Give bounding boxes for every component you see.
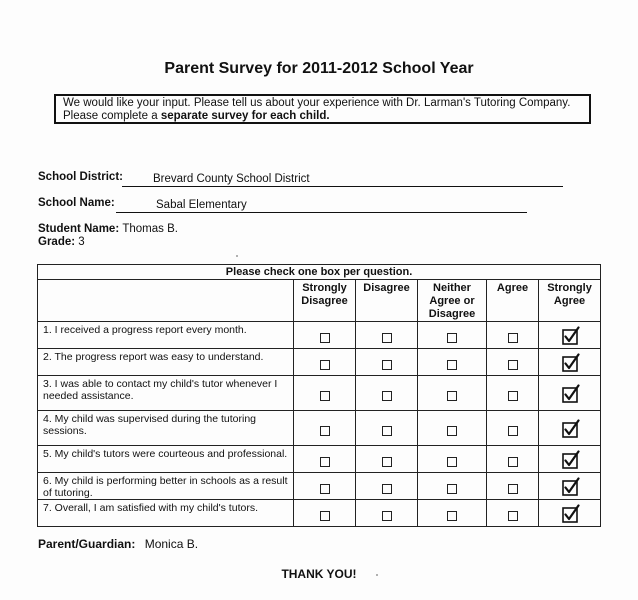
checkbox[interactable] xyxy=(508,391,518,401)
answer-cell-agree xyxy=(487,500,539,527)
answer-cell-strongly-disagree xyxy=(294,376,356,411)
table-row xyxy=(38,473,601,500)
grade-label: Grade: xyxy=(38,236,76,248)
question-text: 3. I was able to contact my child's tutor whenever I needed assistance. xyxy=(38,376,294,411)
answer-cell-neither xyxy=(418,376,487,411)
answer-cell-neither xyxy=(418,473,487,500)
question-text: 7. Overall, I am satisfied with my child's tutors. xyxy=(38,500,294,527)
checkbox[interactable] xyxy=(508,457,518,467)
answer-cell-disagree xyxy=(356,376,418,411)
answer-cell-disagree xyxy=(356,446,418,473)
checkbox[interactable] xyxy=(320,360,330,370)
checkbox[interactable] xyxy=(508,511,518,521)
answer-cell-strongly-agree xyxy=(539,376,601,411)
checkbox[interactable] xyxy=(320,391,330,401)
answer-cell-strongly-disagree xyxy=(294,349,356,376)
question-text: 2. The progress report was easy to understand. xyxy=(38,349,294,376)
table-row xyxy=(38,349,601,376)
answer-cell-agree xyxy=(487,322,539,349)
column-header-agree: Agree xyxy=(487,280,539,322)
checkbox[interactable] xyxy=(508,484,518,494)
checkbox[interactable] xyxy=(382,484,392,494)
answer-cell-neither xyxy=(418,411,487,446)
checkbox[interactable] xyxy=(447,333,457,343)
question-text: 5. My child's tutors were courteous and professional. xyxy=(38,446,294,473)
table-row xyxy=(38,446,601,473)
checkbox[interactable] xyxy=(447,511,457,521)
question-text: 4. My child was supervised during the tutoring sessions. xyxy=(38,411,294,446)
answer-cell-strongly-agree xyxy=(539,349,601,376)
scan-speck xyxy=(236,255,238,257)
answer-cell-strongly-agree xyxy=(539,322,601,349)
checkbox[interactable] xyxy=(508,426,518,436)
checkbox[interactable] xyxy=(447,426,457,436)
answer-cell-neither xyxy=(418,322,487,349)
answer-cell-strongly-disagree xyxy=(294,473,356,500)
checkmark-icon[interactable] xyxy=(562,480,578,496)
table-row xyxy=(38,500,601,527)
checkbox[interactable] xyxy=(382,360,392,370)
guardian-value: Monica B. xyxy=(144,537,199,551)
checkbox[interactable] xyxy=(447,457,457,467)
answer-cell-disagree xyxy=(356,322,418,349)
answer-cell-agree xyxy=(487,473,539,500)
checkbox[interactable] xyxy=(508,333,518,343)
answer-cell-agree xyxy=(487,411,539,446)
guardian-label: Parent/Guardian: xyxy=(38,537,136,551)
answer-cell-disagree xyxy=(356,473,418,500)
answer-cell-strongly-disagree xyxy=(294,322,356,349)
school-district-value: Brevard County School District xyxy=(122,172,563,187)
checkbox[interactable] xyxy=(508,360,518,370)
guardian-row xyxy=(38,537,198,551)
checkmark-icon[interactable] xyxy=(562,453,578,469)
answer-cell-disagree xyxy=(356,349,418,376)
checkbox[interactable] xyxy=(447,360,457,370)
answer-cell-strongly-agree xyxy=(539,446,601,473)
school-name-value: Sabal Elementary xyxy=(116,198,527,213)
question-text: 6. My child is performing better in schools as a result of tutoring. xyxy=(38,473,294,500)
grade-row xyxy=(38,236,85,248)
intro-line-1: We would like your input. Please tell us about your experience with Dr. Larman's Tutoring Company. xyxy=(63,97,571,109)
column-header-disagree: Disagree xyxy=(356,280,418,322)
thank-you: THANK YOU! xyxy=(281,567,357,581)
student-name-value: Thomas B. xyxy=(122,223,178,235)
answer-cell-strongly-agree xyxy=(539,473,601,500)
checkbox[interactable] xyxy=(382,391,392,401)
answer-cell-neither xyxy=(418,446,487,473)
checkmark-icon[interactable] xyxy=(562,387,578,403)
answer-cell-strongly-agree xyxy=(539,411,601,446)
table-row xyxy=(38,376,601,411)
table-instruction: Please check one box per question. xyxy=(38,265,601,280)
checkmark-icon[interactable] xyxy=(562,507,578,523)
checkbox[interactable] xyxy=(320,426,330,436)
answer-cell-strongly-disagree xyxy=(294,411,356,446)
checkbox[interactable] xyxy=(320,484,330,494)
scan-speck xyxy=(376,574,378,576)
answer-cell-agree xyxy=(487,349,539,376)
answer-cell-agree xyxy=(487,376,539,411)
column-header-strongly-agree: Strongly Agree xyxy=(539,280,601,322)
checkbox[interactable] xyxy=(382,511,392,521)
survey-body xyxy=(38,322,601,527)
survey-table xyxy=(37,264,601,527)
question-column-header xyxy=(38,280,294,322)
school-district-label: School District: xyxy=(38,171,123,183)
checkbox[interactable] xyxy=(382,333,392,343)
answer-cell-disagree xyxy=(356,411,418,446)
grade-value: 3 xyxy=(78,236,85,248)
answer-cell-agree xyxy=(487,446,539,473)
checkbox[interactable] xyxy=(320,333,330,343)
checkmark-icon[interactable] xyxy=(562,356,578,372)
question-text: 1. I received a progress report every month. xyxy=(38,322,294,349)
answer-cell-disagree xyxy=(356,500,418,527)
table-row xyxy=(38,322,601,349)
table-row xyxy=(38,411,601,446)
intro-line-2 xyxy=(63,110,582,123)
column-header-neither: Neither Agree or Disagree xyxy=(418,280,487,322)
intro-box xyxy=(54,94,591,124)
intro-line-2-prefix: Please complete a xyxy=(63,110,161,122)
answer-cell-strongly-disagree xyxy=(294,446,356,473)
school-name-label: School Name: xyxy=(38,197,115,209)
checkbox[interactable] xyxy=(320,457,330,467)
student-name-label: Student Name: xyxy=(38,223,120,235)
intro-line-2-bold: separate survey for each child. xyxy=(160,110,330,122)
answer-cell-neither xyxy=(418,500,487,527)
checkbox[interactable] xyxy=(382,457,392,467)
checkmark-icon[interactable] xyxy=(562,422,578,438)
checkbox[interactable] xyxy=(447,484,457,494)
column-header-strongly-disagree: Strongly Disagree xyxy=(294,280,356,322)
checkbox[interactable] xyxy=(320,511,330,521)
checkmark-icon[interactable] xyxy=(562,329,578,345)
page-title: Parent Survey for 2011-2012 School Year xyxy=(164,60,474,77)
student-name-row xyxy=(38,223,178,235)
checkbox[interactable] xyxy=(447,391,457,401)
answer-cell-strongly-disagree xyxy=(294,500,356,527)
answer-cell-strongly-agree xyxy=(539,500,601,527)
answer-cell-neither xyxy=(418,349,487,376)
checkbox[interactable] xyxy=(382,426,392,436)
